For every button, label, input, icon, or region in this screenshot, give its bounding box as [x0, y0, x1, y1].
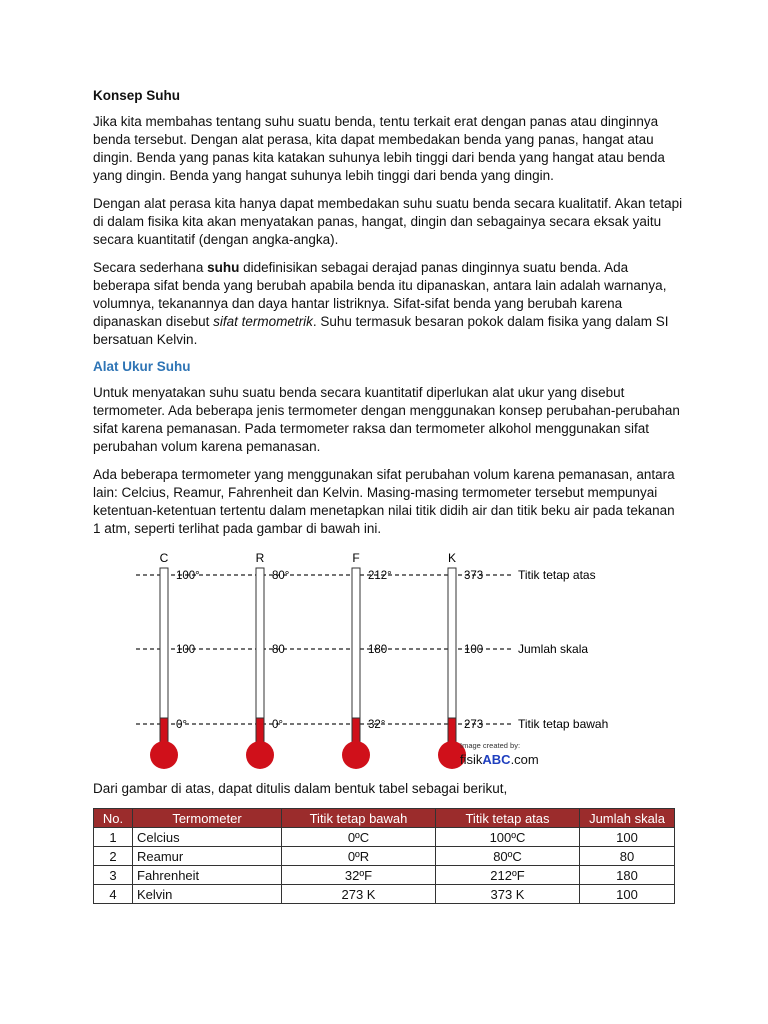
term-suhu: suhu	[207, 260, 240, 275]
table-row	[94, 885, 675, 904]
mercury-bulb	[342, 741, 370, 769]
bottom-value: 32°	[368, 719, 386, 731]
cell-scale: 80	[580, 847, 675, 866]
paragraph-5: Ada beberapa termometer yang menggunakan sifat perubahan volum karena pemanasan, antara lain: Celcius, Reamur, Fahrenheit dan Kelvin. Masing-masing termometer tersebut mempunyai ketentuan-ketentuan tertentu dalam menetapkan nilai titik didih air dan titik beku air pada tekanan 1 atm, seperti terlihat pada gambar di bawah ini.	[93, 467, 675, 536]
fixed-points-table	[93, 808, 675, 904]
paragraph-4: Untuk menyatakan suhu suatu benda secara kuantitatif diperlukan alat ukur yang disebut termometer. Ada beberapa jenis termometer dengan menggunakan konsep perubahan-perubahan sifat karena pemanasan. Pada termometer raksa dan termometer alkohol menggunakan sifat perubahan volum karena pemanasan.	[93, 385, 680, 454]
cell-no: 3	[94, 866, 133, 885]
thermometer-reamur	[246, 551, 289, 769]
thermometer-letter: K	[447, 551, 457, 565]
cell-bottom-point: 32ºF	[282, 866, 436, 885]
bottom-value: 0°	[272, 719, 283, 731]
cell-scale: 100	[580, 828, 675, 847]
label-top-fixed-point: Titik tetap atas	[518, 568, 596, 582]
thermometer-figure	[93, 548, 683, 774]
term-sifat-termometrik: sifat termometrik	[213, 314, 313, 329]
span-value: 100	[464, 644, 484, 656]
table-row	[94, 847, 675, 866]
paragraph-3	[93, 259, 683, 349]
cell-top-point: 80ºC	[436, 847, 580, 866]
cell-bottom-point: 273 K	[282, 885, 436, 904]
cell-no: 4	[94, 885, 133, 904]
thermometer-diagram	[88, 548, 648, 774]
bottom-value: 273	[464, 719, 484, 731]
cell-scale: 180	[580, 866, 675, 885]
thermometer-letter: C	[159, 551, 169, 565]
header-scale: Jumlah skala	[580, 809, 675, 828]
table-header-row	[94, 809, 675, 828]
cell-top-point: 212ºF	[436, 866, 580, 885]
thermometer-tube	[160, 568, 168, 718]
table-intro: Dari gambar di atas, dapat ditulis dalam bentuk tabel sebagai berikut,	[93, 781, 508, 796]
top-value: 80°	[272, 570, 290, 582]
span-value: 100	[176, 644, 196, 656]
top-value: 100°	[176, 570, 200, 582]
cell-bottom-point: 0ºR	[282, 847, 436, 866]
label-scale-span: Jumlah skala	[518, 642, 589, 656]
thermometer-kelvin	[438, 551, 483, 769]
thermometer-letter: R	[255, 551, 265, 565]
cell-termometer: Kelvin	[133, 885, 282, 904]
span-value: 180	[368, 644, 388, 656]
subsection-title: Alat Ukur Suhu	[93, 359, 191, 374]
cell-bottom-point: 0ºC	[282, 828, 436, 847]
credit-logo	[460, 752, 539, 767]
thermometer-fahrenheit	[342, 551, 392, 769]
image-credit-line: Image created by:	[460, 741, 521, 750]
document-content	[93, 88, 683, 904]
cell-termometer: Celcius	[133, 828, 282, 847]
header-top-point: Titik tetap atas	[436, 809, 580, 828]
thermometer-letter: F	[352, 551, 360, 565]
cell-top-point: 100ºC	[436, 828, 580, 847]
header-bottom-point: Titik tetap bawah	[282, 809, 436, 828]
thermometer-tube	[448, 568, 456, 718]
credit-logo-suffix: .com	[510, 752, 539, 767]
paragraph-3-text-c: didefinisikan sebagai derajad panas dinginnya suatu benda. Ada beberapa sifat benda yang berubah apabila benda itu dipanaskan, antara lain adalah warnanya, volumnya, tekanannya dan daya hantar listriknya. Sifat-sifat benda yang berubah karena dipanaskan disebut	[93, 260, 667, 329]
table-row	[94, 828, 675, 847]
cell-no: 1	[94, 828, 133, 847]
header-termometer: Termometer	[133, 809, 282, 828]
mercury-bulb	[150, 741, 178, 769]
span-value: 80	[272, 644, 285, 656]
thermometer-celcius	[150, 551, 200, 769]
paragraph-2: Dengan alat perasa kita hanya dapat membedakan suhu suatu benda secara kualitatif. Akan tetapi di dalam fisika kita akan menyatakan panas, hangat, dingin dan sebagainya secara eksak yaitu secara kuantitatif (dengan angka-angka).	[93, 196, 683, 247]
top-value: 373	[464, 570, 484, 582]
header-no: No.	[94, 809, 133, 828]
cell-no: 2	[94, 847, 133, 866]
thermometer-tube	[352, 568, 360, 718]
top-value: 212°	[368, 570, 392, 582]
label-bottom-fixed-point: Titik tetap bawah	[518, 717, 609, 731]
cell-termometer: Reamur	[133, 847, 282, 866]
cell-termometer: Fahrenheit	[133, 866, 282, 885]
table-row	[94, 866, 675, 885]
credit-logo-prefix: fisik	[460, 752, 483, 767]
paragraph-3-text-a: Secara sederhana	[93, 260, 208, 275]
cell-top-point: 373 K	[436, 885, 580, 904]
thermometer-tube	[256, 568, 264, 718]
bottom-value: 0°	[176, 719, 187, 731]
cell-scale: 100	[580, 885, 675, 904]
mercury-bulb	[246, 741, 274, 769]
paragraph-3-text-e: . Suhu termasuk besaran pokok dalam fisika yang dalam SI bersatuan Kelvin.	[93, 314, 669, 347]
credit-logo-brand: ABC	[482, 752, 511, 767]
paragraph-1: Jika kita membahas tentang suhu suatu benda, tentu terkait erat dengan panas atau dinginnya benda tersebut. Dengan alat perasa, kita dapat membedakan benda yang panas, hangat atau dingin. Benda yang panas kita katakan suhunya lebih tinggi dari benda yang hangat atau benda yang dingin. Benda yang hangat suhunya lebih tinggi dari benda yang dingin.	[93, 114, 665, 183]
section-title: Konsep Suhu	[93, 88, 180, 103]
